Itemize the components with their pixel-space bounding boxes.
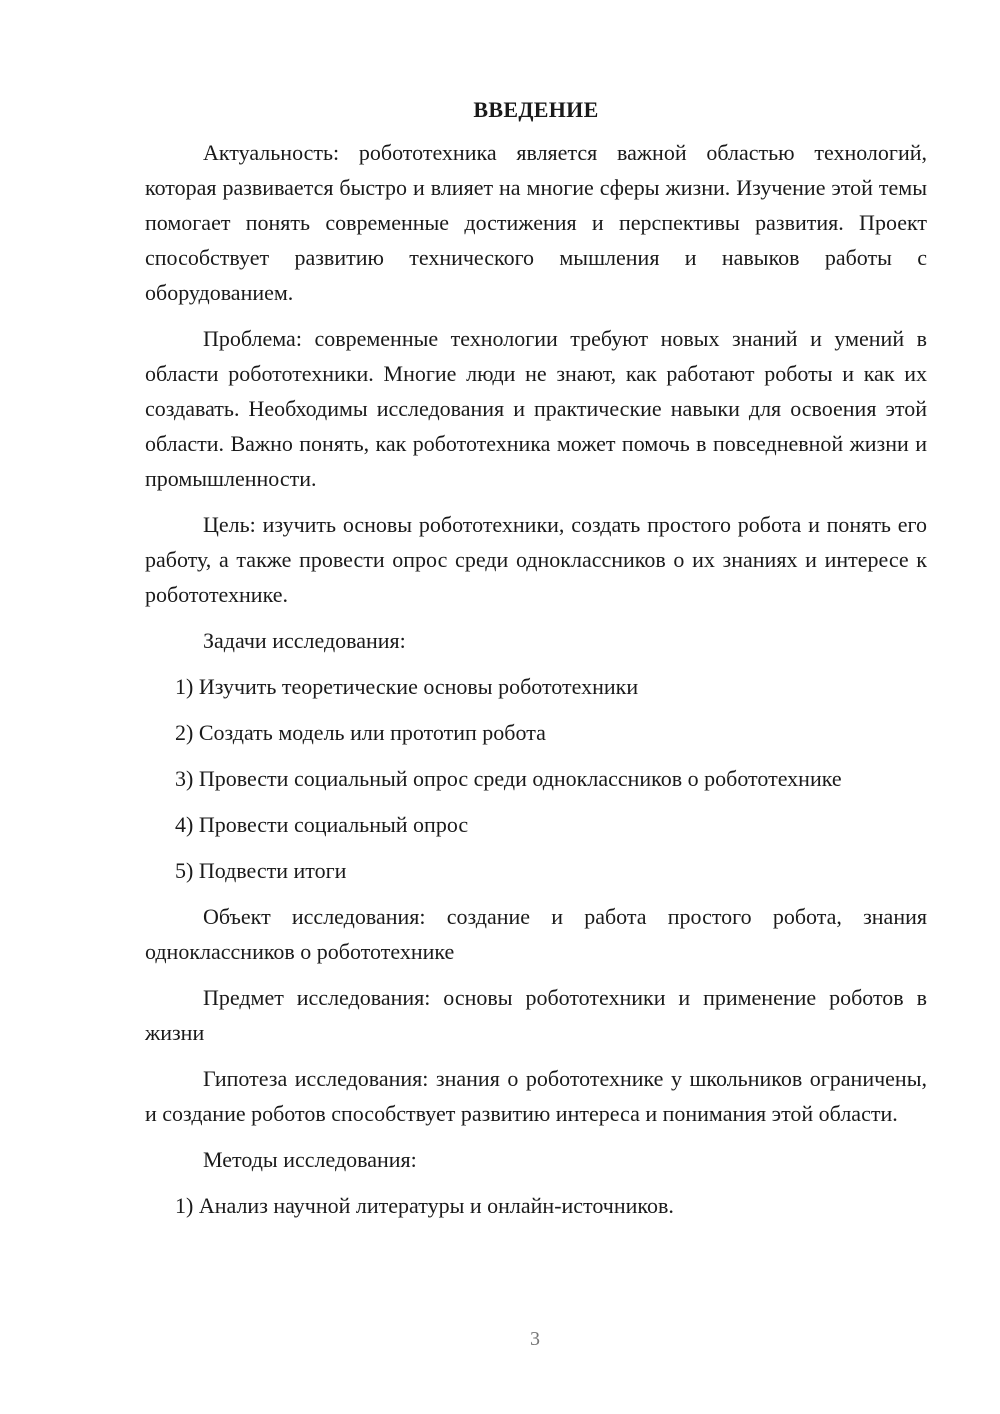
task-item: 5) Подвести итоги	[175, 858, 347, 883]
task-item: 3) Провести социальный опрос среди одноклассников о робототехнике	[175, 766, 842, 791]
spacer	[145, 127, 927, 135]
methods-heading: Методы исследования:	[203, 1147, 417, 1172]
spacer	[145, 969, 927, 980]
spacer	[145, 796, 927, 807]
method-item: 1) Анализ научной литературы и онлайн-источников.	[175, 1193, 674, 1218]
spacer	[145, 612, 927, 623]
spacer	[145, 658, 927, 669]
task-item: 2) Создать модель или прототип робота	[175, 720, 546, 745]
spacer	[145, 704, 927, 715]
spacer	[145, 1050, 927, 1061]
problem-paragraph: Проблема: современные технологии требуют новых знаний и умений в области робототехники. Многие люди не знают, как работают роботы и как их создавать. Необходимы исследования и практические навыки для освоения этой области. Важно понять, как робототехника может помочь в повседневной жизни и промышленности.	[145, 326, 927, 491]
spacer	[145, 496, 927, 507]
spacer	[145, 842, 927, 853]
spacer	[145, 750, 927, 761]
spacer	[145, 1131, 927, 1142]
page-number: 3	[530, 1328, 540, 1350]
document-page	[145, 92, 927, 1223]
object-paragraph: Объект исследования: создание и работа простого робота, знания одноклассников о робототехнике	[145, 904, 927, 964]
tasks-heading: Задачи исследования:	[203, 628, 406, 653]
page-title: ВВЕДЕНИЕ	[473, 97, 599, 122]
task-item: 4) Провести социальный опрос	[175, 812, 469, 837]
hypothesis-paragraph: Гипотеза исследования: знания о робототехнике у школьников ограничены, и создание роботов способствует развитию интереса и понимания этой области.	[145, 1066, 927, 1126]
task-item: 1) Изучить теоретические основы робототехники	[175, 674, 639, 699]
spacer	[145, 888, 927, 899]
goal-paragraph: Цель: изучить основы робототехники, создать простого робота и понять его работу, а также провести опрос среди одноклассников о их знаниях и интересе к робототехнике.	[145, 512, 927, 607]
spacer	[145, 1177, 927, 1188]
relevance-paragraph: Актуальность: робототехника является важной областью технологий, которая развивается быстро и влияет на многие сферы жизни. Изучение этой темы помогает понять современные достижения и перспективы развития. Проект способствует развитию технического мышления и навыков работы с оборудованием.	[145, 140, 927, 305]
subject-paragraph: Предмет исследования: основы робототехники и применение роботов в жизни	[145, 985, 927, 1045]
spacer	[145, 310, 927, 321]
